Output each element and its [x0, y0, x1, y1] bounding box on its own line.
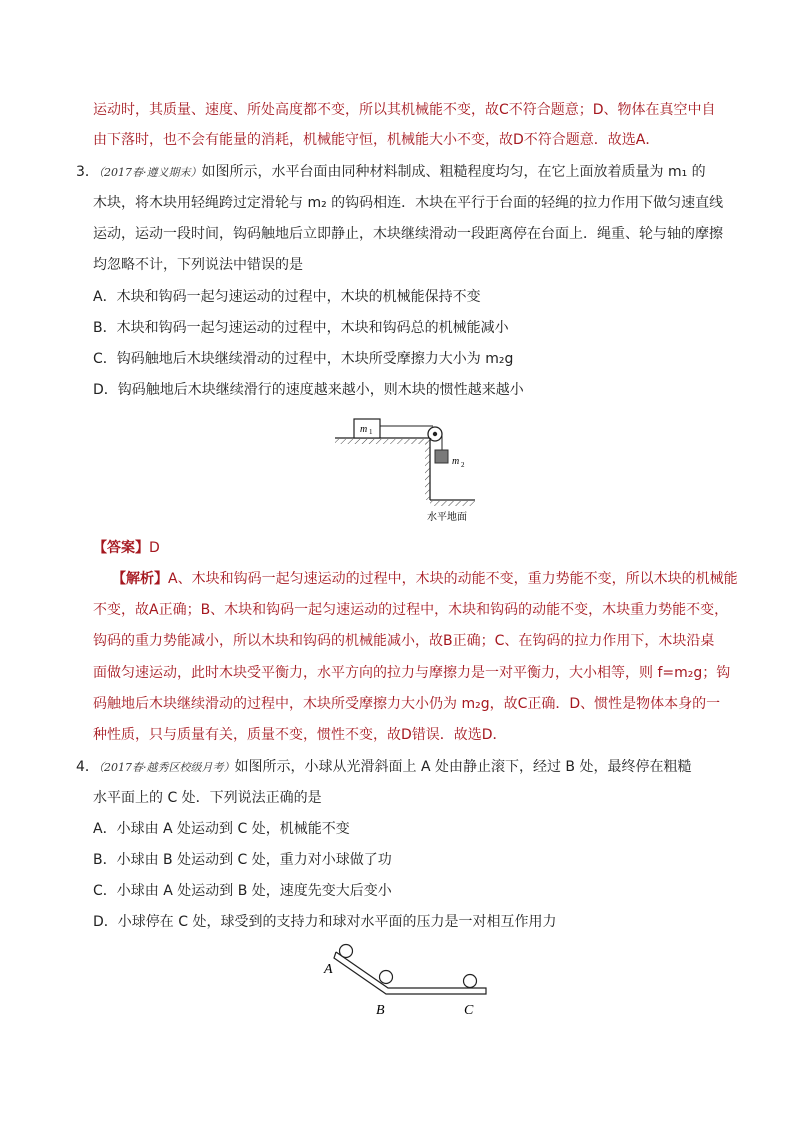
ball-at-a: [340, 945, 353, 958]
q4-number: 4．: [76, 759, 99, 775]
m1-label: m: [360, 424, 368, 435]
q3-answer-line: [93, 539, 160, 557]
q3-analysis-line-5: 码触地后木块继续滑动的过程中，木块所受摩擦力大小仍为 m₂g，故C正确．D、惯性是物体本身的一: [93, 696, 721, 712]
prev-analysis-line-1: 运动时，其质量、速度、所处高度都不变，所以其机械能不变，故C不符合题意；D、物体在真空中自: [93, 102, 716, 118]
q3-stem-line-1: [93, 163, 706, 182]
m2-label: m: [452, 456, 460, 467]
q3-analysis-line-3: 钩码的重力势能减小，所以木块和钩码的机械能减小，故B正确；C、在钩码的拉力作用下，木块沿桌: [93, 633, 715, 649]
q3-option-b: B．木块和钩码一起匀速运动的过程中，木块和钩码总的机械能减小: [93, 320, 509, 336]
q3-analysis-text-1: A、木块和钩码一起匀速运动的过程中，木块的动能不变，重力势能不变，所以木块的机械能: [168, 571, 738, 587]
ball-middle: [380, 971, 393, 984]
q3-analysis-line-1: [112, 570, 738, 588]
q4-option-c: C．小球由 A 处运动到 B 处，速度先变大后变小: [93, 883, 392, 899]
q4-stem-line-1: [93, 758, 691, 777]
m1-subscript: 1: [369, 428, 373, 436]
q3-option-a: A．木块和钩码一起匀速运动的过程中，木块的机械能保持不变: [93, 289, 481, 305]
q3-source: （2017春·遵义期末）: [93, 166, 202, 179]
analysis-tag: 【解析】: [112, 571, 168, 587]
q4-option-b: B．小球由 B 处运动到 C 处，重力对小球做了功: [93, 852, 392, 868]
ball-at-c: [464, 975, 477, 988]
m2-hook-weight: [435, 450, 448, 463]
q3-analysis-line-2: 不变，故A正确；B、木块和钩码一起匀速运动的过程中，木块和钩码的动能不变，木块重力势能不变，: [93, 602, 729, 618]
label-b: B: [376, 1003, 385, 1018]
q3-option-d: D．钩码触地后木块继续滑行的速度越来越小，则木块的惯性越来越小: [93, 382, 524, 398]
q3-number: 3．: [76, 164, 99, 180]
q3-analysis-line-6: 种性质，只与质量有关，质量不变，惯性不变，故D错误．故选D．: [93, 727, 507, 743]
q4-option-a: A．小球由 A 处运动到 C 处，机械能不变: [93, 821, 350, 837]
q4-stem-1: 如图所示，小球从光滑斜面上 A 处由静止滚下，经过 B 处，最终停在粗糙: [234, 759, 692, 775]
answer-tag: 【答案】: [93, 540, 149, 556]
q3-stem-line-3: 运动，运动一段时间，钩码触地后立即静止，木块继续滑动一段距离停在台面上．绳重、轮与轴的摩擦: [93, 226, 723, 242]
m2-subscript: 2: [461, 461, 465, 469]
q3-option-c: C．钩码触地后木块继续滑动的过程中，木块所受摩擦力大小为 m₂g: [93, 351, 514, 367]
q4-stem-line-2: 水平面上的 C 处．下列说法正确的是: [93, 790, 322, 806]
q3-stem-line-4: 均忽略不计，下列说法中错误的是: [93, 257, 303, 273]
q3-stem-1: 如图所示，水平台面由同种材料制成、粗糙程度均匀，在它上面放着质量为 m₁ 的: [201, 164, 706, 180]
q3-pulley-figure: [330, 412, 480, 527]
q4-slope-figure: [318, 940, 498, 1020]
q3-analysis-line-4: 面做匀速运动，此时木块受平衡力，水平方向的拉力与摩擦力是一对平衡力，大小相等，则 f=m₂g；钩: [93, 665, 731, 681]
label-a: A: [324, 962, 333, 977]
q3-stem-line-2: 木块，将木块用轻绳跨过定滑轮与 m₂ 的钩码相连．木块在平行于台面的轻绳的拉力作用下做匀速直线: [93, 195, 724, 211]
ground-label: 水平地面: [427, 512, 467, 523]
q4-option-d: D．小球停在 C 处，球受到的支持力和球对水平面的压力是一对相互作用力: [93, 914, 557, 930]
prev-analysis-line-2: 由下落时，也不会有能量的消耗，机械能守恒，机械能大小不变，故D不符合题意．故选A．: [93, 132, 660, 148]
q4-source: （2017春·越秀区校级月考）: [93, 761, 235, 774]
answer-value: D: [149, 540, 160, 556]
label-c: C: [464, 1003, 474, 1018]
